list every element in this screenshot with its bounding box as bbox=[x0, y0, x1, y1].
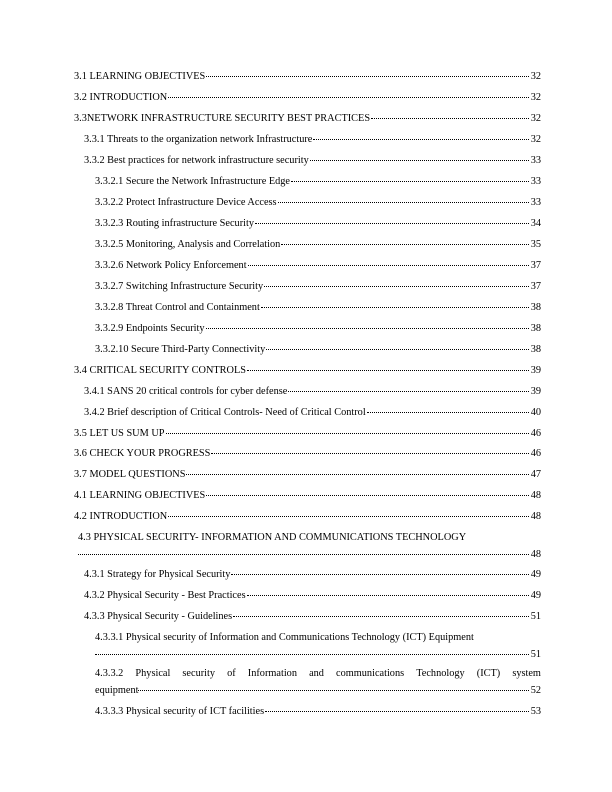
toc-entry-title: 3.3.2.8 Threat Control and Containment bbox=[95, 302, 260, 313]
toc-title-word: and bbox=[309, 668, 324, 679]
toc-entry-continuation bbox=[95, 649, 541, 661]
toc-entry[interactable] bbox=[95, 197, 541, 209]
toc-page-number: 48 bbox=[530, 511, 541, 522]
toc-entry[interactable] bbox=[95, 218, 541, 230]
toc-page-number: 35 bbox=[530, 239, 541, 250]
toc-page-number: 52 bbox=[530, 685, 541, 696]
toc-entry[interactable] bbox=[74, 490, 541, 502]
toc-entry-title: 3.3.2.3 Routing infrastructure Security bbox=[95, 218, 254, 229]
toc-entry-title: 3.3.1 Threats to the organization network Infrastructure bbox=[84, 134, 313, 145]
dot-leader bbox=[233, 616, 529, 617]
dot-leader bbox=[247, 370, 529, 371]
toc-page-number: 47 bbox=[530, 469, 541, 480]
dot-leader bbox=[166, 433, 529, 434]
toc-page-number: 32 bbox=[530, 134, 541, 145]
toc-page-number: 46 bbox=[530, 448, 541, 459]
toc-page-number: 46 bbox=[530, 428, 541, 439]
toc-entry-title: 4.3.3.3 Physical security of ICT facilities bbox=[95, 706, 265, 717]
toc-entry[interactable] bbox=[95, 260, 541, 272]
toc-entry-title-tail: equipment bbox=[95, 685, 139, 696]
toc-entry-title: 4.3.2 Physical Security - Best Practices bbox=[84, 590, 246, 601]
toc-title-word: (ICT) bbox=[476, 668, 501, 679]
toc-entry[interactable] bbox=[84, 155, 541, 167]
dot-leader bbox=[168, 516, 528, 517]
dot-leader bbox=[371, 118, 529, 119]
toc-entry[interactable] bbox=[84, 590, 541, 602]
toc-entry[interactable] bbox=[74, 428, 541, 440]
toc-title-word: Technology bbox=[416, 668, 465, 679]
dot-leader bbox=[206, 328, 529, 329]
toc-entry-title: 3.1 LEARNING OBJECTIVES bbox=[74, 71, 206, 82]
toc-entry-title: 3.3.2.7 Switching Infrastructure Security bbox=[95, 281, 264, 292]
toc-entry[interactable] bbox=[74, 365, 541, 377]
toc-page-number: 32 bbox=[530, 71, 541, 82]
toc-entry-title: 4.3.3 Physical Security - Guidelines bbox=[84, 611, 233, 622]
dot-leader bbox=[186, 474, 528, 475]
dot-leader bbox=[266, 349, 528, 350]
toc-title-word: Information bbox=[247, 668, 297, 679]
toc-page-number: 37 bbox=[530, 260, 541, 271]
dot-leader bbox=[206, 495, 528, 496]
toc-entry[interactable] bbox=[95, 281, 541, 293]
toc-entry-title: 4.2 INTRODUCTION bbox=[74, 511, 168, 522]
toc-entry[interactable] bbox=[95, 176, 541, 188]
toc-title-word: 4.3.3.2 bbox=[95, 668, 124, 679]
toc-entry-title-line bbox=[95, 668, 541, 680]
toc-page-number: 51 bbox=[530, 611, 541, 622]
toc-page-number: 33 bbox=[530, 176, 541, 187]
dot-leader bbox=[281, 244, 528, 245]
toc-entry[interactable] bbox=[74, 113, 541, 125]
toc-entry-title: 3.3.2.2 Protect Infrastructure Device Access bbox=[95, 197, 277, 208]
toc-page-number: 38 bbox=[530, 323, 541, 334]
dot-leader bbox=[265, 711, 529, 712]
toc-page-number: 40 bbox=[530, 407, 541, 418]
dot-leader bbox=[95, 654, 529, 655]
toc-entry[interactable] bbox=[74, 469, 541, 481]
toc-entry-title: 3.3.2.10 Secure Third-Party Connectivity bbox=[95, 344, 266, 355]
dot-leader bbox=[78, 554, 529, 555]
toc-page-number: 32 bbox=[530, 113, 541, 124]
toc-page-number: 32 bbox=[530, 92, 541, 103]
toc-entry[interactable] bbox=[95, 344, 541, 356]
toc-page-number: 51 bbox=[530, 649, 541, 660]
dot-leader bbox=[231, 574, 528, 575]
toc-title-word: of bbox=[227, 668, 236, 679]
toc-entry[interactable] bbox=[95, 323, 541, 335]
toc-entry[interactable] bbox=[74, 71, 541, 83]
toc-entry-title: 3.3.2.1 Secure the Network Infrastructure Edge bbox=[95, 176, 290, 187]
toc-entry[interactable] bbox=[74, 448, 541, 460]
dot-leader bbox=[264, 286, 529, 287]
toc-entry[interactable] bbox=[84, 569, 541, 581]
toc-page-number: 49 bbox=[530, 569, 541, 580]
toc-entry-title: 3.3.2.5 Monitoring, Analysis and Correlation bbox=[95, 239, 281, 250]
toc-entry[interactable] bbox=[84, 386, 541, 398]
toc-entry[interactable] bbox=[95, 668, 541, 697]
toc-page-number: 38 bbox=[530, 302, 541, 313]
dot-leader bbox=[313, 139, 528, 140]
toc-entry[interactable] bbox=[84, 134, 541, 146]
toc-entry[interactable] bbox=[74, 511, 541, 523]
toc-entry[interactable] bbox=[74, 92, 541, 104]
toc-entry-title: 3.3.2.9 Endpoints Security bbox=[95, 323, 205, 334]
toc-title-word: system bbox=[512, 668, 541, 679]
dot-leader bbox=[288, 391, 528, 392]
dot-leader bbox=[255, 223, 529, 224]
toc-page-number: 33 bbox=[530, 155, 541, 166]
toc-entry[interactable] bbox=[95, 239, 541, 251]
dot-leader bbox=[138, 690, 528, 691]
toc-page-number: 38 bbox=[530, 344, 541, 355]
dot-leader bbox=[278, 202, 529, 203]
toc-entry[interactable] bbox=[95, 632, 541, 661]
toc-page-number: 48 bbox=[530, 549, 541, 560]
toc-entry-title: 4.3 PHYSICAL SECURITY- INFORMATION AND COMMUNICATIONS TECHNOLOGY bbox=[78, 532, 467, 543]
toc-title-word: communications bbox=[336, 668, 405, 679]
toc-page-number: 39 bbox=[530, 365, 541, 376]
toc-page-number: 48 bbox=[530, 490, 541, 501]
toc-page-number: 37 bbox=[530, 281, 541, 292]
toc-entry-title: 3.3.2 Best practices for network infrastructure security bbox=[84, 155, 309, 166]
toc-title-word: security bbox=[182, 668, 216, 679]
toc-page-number: 33 bbox=[530, 197, 541, 208]
toc-entry-continuation bbox=[95, 685, 541, 697]
toc-entry-title: 3.7 MODEL QUESTIONS bbox=[74, 469, 186, 480]
toc-entry[interactable] bbox=[78, 532, 541, 561]
toc-entry-title: 3.3.2.6 Network Policy Enforcement bbox=[95, 260, 247, 271]
toc-title-word: Physical bbox=[135, 668, 171, 679]
toc-entry-title: 3.4.1 SANS 20 critical controls for cyber defense bbox=[84, 386, 288, 397]
dot-leader bbox=[261, 307, 529, 308]
dot-leader bbox=[310, 160, 529, 161]
dot-leader bbox=[247, 595, 529, 596]
toc-entry-continuation bbox=[78, 549, 541, 561]
toc-page-number: 39 bbox=[530, 386, 541, 397]
toc-entry-title: 3.4 CRITICAL SECURITY CONTROLS bbox=[74, 365, 246, 376]
toc-entry-title: 3.2 INTRODUCTION bbox=[74, 92, 168, 103]
dot-leader bbox=[248, 265, 529, 266]
toc-entry[interactable] bbox=[84, 407, 541, 419]
toc-entry[interactable] bbox=[95, 706, 541, 718]
dot-leader bbox=[168, 97, 528, 98]
dot-leader bbox=[206, 76, 528, 77]
dot-leader bbox=[367, 412, 529, 413]
toc-entry-title: 3.4.2 Brief description of Critical Controls- Need of Critical Control bbox=[84, 407, 366, 418]
dot-leader bbox=[291, 181, 529, 182]
toc-entry-title: 4.1 LEARNING OBJECTIVES bbox=[74, 490, 206, 501]
toc-entry-title: 3.5 LET US SUM UP bbox=[74, 428, 165, 439]
toc-page-number: 49 bbox=[530, 590, 541, 601]
toc-entry-title: 4.3.3.1 Physical security of Information and Communications Technology (ICT) Equipment bbox=[95, 632, 474, 643]
toc-page-number: 53 bbox=[530, 706, 541, 717]
toc-entry-title: 3.3NETWORK INFRASTRUCTURE SECURITY BEST PRACTICES bbox=[74, 113, 371, 124]
dot-leader bbox=[211, 453, 528, 454]
toc-page-number: 34 bbox=[530, 218, 541, 229]
toc-entry-title: 4.3.1 Strategy for Physical Security bbox=[84, 569, 231, 580]
toc-entry[interactable] bbox=[95, 302, 541, 314]
toc-entry[interactable] bbox=[84, 611, 541, 623]
toc-entry-title: 3.6 CHECK YOUR PROGRESS bbox=[74, 448, 211, 459]
